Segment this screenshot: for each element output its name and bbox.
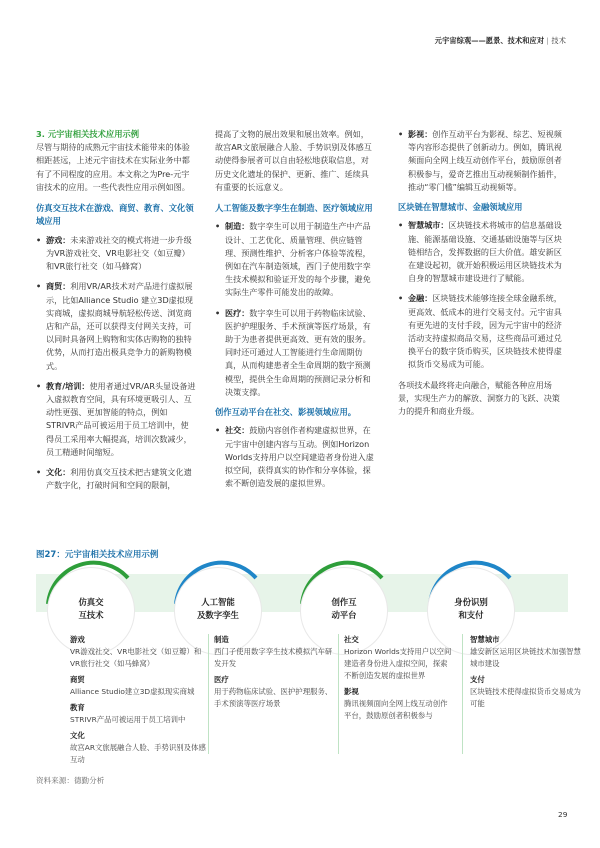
bullet-item [398,292,566,371]
bullet-list-media [398,128,566,194]
bullet-item [398,219,566,285]
text-column-2 [215,128,375,497]
bullet-key: 金融： [408,293,433,304]
subheading-blockchain: 区块链在智慧城市、金融领域应用 [398,202,523,213]
intro-paragraph: 尽管与期待的成熟元宇宙技术能带来的体验相距甚远，上述元宇宙技术在实际业务中都有了不同程度的应用。本文称之为Pre-元宇宙技术的应用。一些代表性应用示例如图。 [36,142,190,192]
header-section: 技术 [551,36,566,45]
figure-value: VR游戏社交、VR电影社交（如豆瓣）和VR旅行社交（如马蜂窝） [70,647,202,668]
subheading-simulation: 仿真交互技术在游戏、商贸、教育、文化领域应用 [36,203,194,227]
bullet-text: 数字孪生可以用于制造生产中产品设计、工艺优化、质量管理、供应链管理、预测性维护、分析客户体验等流程，例如在汽车制造领域，西门子使用数字孪生技术模拟和验证开发的每个步骤，避免实际生产零件可能发出的故障。 [225,221,371,298]
figure-value: 区块链技术使得虚拟货币交易成为可能 [470,687,581,708]
figure-key: 教育 [70,703,85,712]
header-title: 元宇宙综观——愿景、技术和应对 [434,36,545,45]
stage-label: 人工智能 及数字孪生 [197,597,239,620]
bullet-key: 医疗： [225,307,250,318]
bullet-list-ai [215,220,375,399]
subheading-creation: 创作互动平台在社交、影视领域应用。 [215,407,357,418]
figure-value: Alliance Studio建立3D虚拟现实商城 [70,687,195,696]
bullet-text: 鼓励内容创作者构建虚拟世界，在元宇宙中创建内容与互动。例如Horizon Worlds支持用户以空间建造者身份进入虚拟空间，获得真实的协作和分享体验，探索不断创造发展的虚拟世界。 [225,425,374,489]
figure-key: 影视 [344,687,359,696]
bullet-item [36,380,196,459]
header-separator: | [546,36,552,45]
figure-value: Horizon Worlds支持用户以空间建造者身份进入虚拟空间，探索不断创造发展的虚拟世界 [344,647,452,680]
bullet-key: 社交： [225,425,250,436]
bullet-text: 利用VR/AR技术对产品进行虚拟展示，比如Alliance Studio 建立3D虚拟现实商城，虚拟商城导航轻松传送、浏览商店和产品，还可以获得支付网关支持，可以同时具备网上购物和实体店购物的独特优势，从而打造出极具竞争力的新购物模式。 [46,281,193,371]
column-divider [338,634,339,754]
section-heading: 3. 元宇宙相关技术应用示例 [36,129,140,139]
bullet-list-creation [215,424,375,490]
bullet-key: 游戏： [46,234,71,245]
figure-key: 文化 [70,731,85,740]
stage-label: 仿真交 互技术 [78,597,104,620]
figure-key: 社交 [344,635,359,644]
bullet-text: 区块链技术能够连接全球金融系统，更高效、低成本的进行交易支付。元宇宙具有更先进的支付手段，因为元宇宙中的经济活动支持虚拟商品交易，这些商品可通过兑换平台的数字货币购买，区块链技术使得虚拟货币交易成为可能。 [408,293,562,370]
figure-key: 商贸 [70,675,85,684]
bullet-key: 制造： [225,221,250,232]
bullet-item [215,220,375,299]
bullet-list-simulation [36,234,196,493]
column-divider [462,634,463,754]
bullet-key: 教育/培训： [46,380,90,391]
bullet-key: 智慧城市： [408,220,449,231]
figure-value: 雄安新区运用区块链技术加强智慧城市建设 [470,647,581,668]
figure-key: 制造 [214,635,229,644]
bullet-text: 使用者通过VR/AR头显设备进入虚拟教育空间，具有环境更吸引人、互动性更强、更加智能的特点，例如STRIVR产品可被运用于员工培训中，使得员工采用率大幅提高，培训次数减少，员工精通时间缩短。 [46,380,196,457]
figure-column-2 [214,634,338,710]
figure-value: 腾讯视频面向全网上线互动创作平台，鼓励原创者积极参与 [344,699,448,720]
closing-paragraph: 各项技术最终将走向融合，赋能各种应用场景，实现生产力的解放、洞察力的飞跃、决策力的提升和商业升级。 [398,379,560,417]
figure-value: 西门子使用数字孪生技术模拟汽车研发开发 [214,647,333,668]
running-header [435,36,566,46]
bullet-text: 创作互动平台为影视、综艺、短视频等内容形态提供了创新动力。例如，腾讯视频面向全网上线互动创作平台，鼓励原创者积极参与，爱奇艺推出互动视频制作插件，推动“零门槛”编辑互动视频等。 [408,129,562,192]
bullet-item [215,307,375,399]
bullet-key: 影视： [408,129,433,139]
figure-source: 资料来源：德勤分析 [36,776,105,785]
continued-paragraph: 提高了文物的展出效果和展出效率。例如，故宫AR文旅展融合人脸、手势识别及体感互动使得参展者可以自由轻松地获取信息，对历史文化遗址的保护、更新、推广、延续具有重要的长远意义。 [215,129,372,192]
bullet-key: 商贸： [46,281,71,292]
bullet-item [215,424,375,490]
bullet-text: 利用仿真交互技术把古建筑文化遗产数字化，打破时间和空间的限制， [46,467,192,491]
text-column-3 [398,128,566,426]
bullet-key: 文化： [46,467,71,478]
figure-key: 智慧城市 [470,635,500,644]
bullet-item [398,128,566,194]
figure-column-1 [70,634,208,766]
figure-key: 支付 [470,675,485,684]
figure-key: 医疗 [214,675,229,684]
subheading-ai: 人工智能及数字孪生在制造、医疗领域应用 [215,203,373,214]
bullet-text: 数字孪生可以用于药物临床试验、医护护理服务、手术预演等医疗场景，有助于为患者提供更高效、更有效的服务。同时还可通过人工智能进行生命周期仿真，从而构建患者全生命周期的数字预测模型，提供全生命周期的预测记录分析和决策支撑。 [225,307,371,397]
text-column-1 [36,128,196,499]
figure-value: 故宫AR文旅展融合人脸、手势识别及体感互动 [70,743,206,764]
stage-label: 创作互 动平台 [331,597,357,620]
stage-label: 身份识别 和支付 [454,597,488,620]
bullet-list-blockchain [398,219,566,371]
figure-key: 游戏 [70,635,85,644]
column-divider [208,634,209,754]
figure-title: 图27：元宇宙相关技术应用示例 [36,550,159,560]
bullet-text: 区块链技术将城市的信息基础设施、能源基础设施、交通基础设施等与区块链相结合，发挥数据的巨大价值。雄安新区在建设起初，就开始积极运用区块链技术为自身的智慧城市建设进行了赋能。 [408,220,562,284]
bullet-text: 未来游戏社交的模式将进一步升级为VR游戏社交、VR电影社交（如豆瓣）和VR旅行社交（如马蜂窝） [46,234,192,272]
bullet-item [36,466,196,492]
figure-value: 用于药物临床试验、医护护理服务、手术预演等医疗场景 [214,687,333,708]
figure-column-4 [470,634,582,710]
bullet-item [36,234,196,274]
figure-value: STRIVR产品可被运用于员工培训中 [70,715,186,724]
figure-column-3 [344,634,454,722]
page-number: 29 [558,810,568,819]
bullet-item [36,280,196,372]
